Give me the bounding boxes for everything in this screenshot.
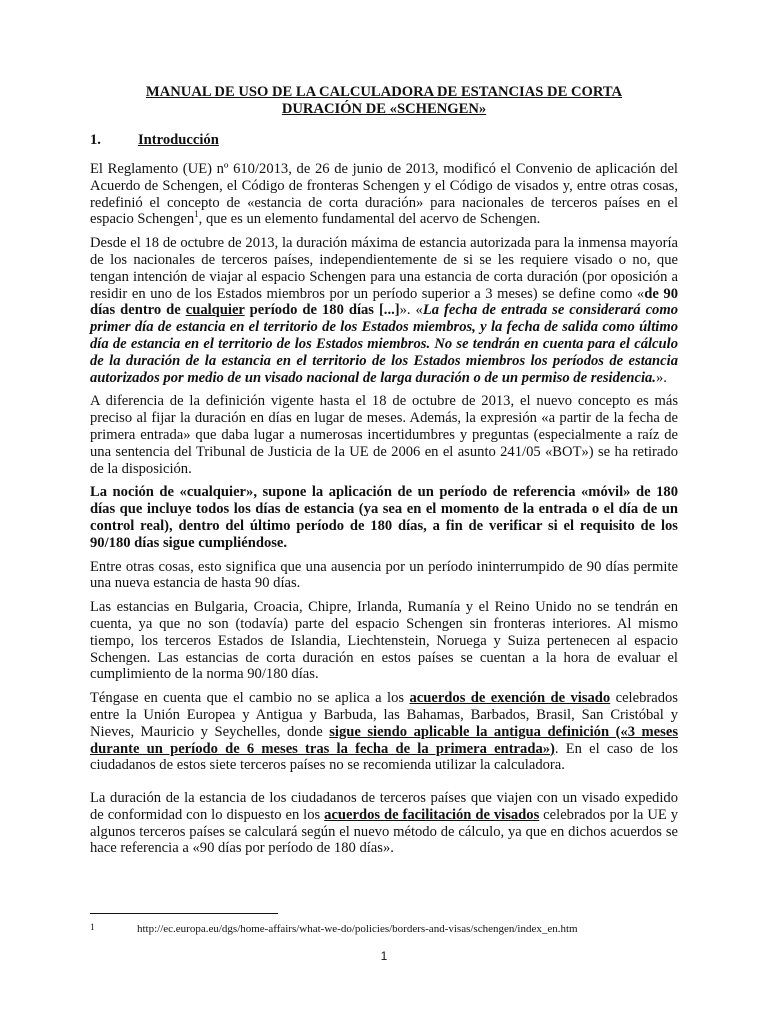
p2-bold-a: de 90 días dentro de xyxy=(90,285,678,319)
p8-a: La duración de la estancia de los ciudadanos de terceros países que viajen con un visado expedido de conformidad con lo dispuesto en los xyxy=(90,790,678,823)
p7-bold-underline-2: sigue siendo aplicable la antigua definición («3 meses durante un período de 6 meses tras la fecha de la primera entrada») xyxy=(90,723,678,757)
p7-bold-underline-1: acuerdos de exención de visado xyxy=(409,690,611,707)
title-line-1: MANUAL DE USO DE LA CALCULADORA DE ESTANCIAS DE CORTA xyxy=(145,84,623,100)
p2-bold-underline: cualquier xyxy=(185,302,245,319)
paragraph-7 xyxy=(90,690,678,774)
paragraph-5: Entre otras cosas, esto significa que una ausencia por un período ininterrumpido de 90 días permite una nueva estancia de hasta 90 días. xyxy=(90,558,678,592)
p2-bold-b: período de 180 días [...] xyxy=(244,302,400,319)
document-title xyxy=(90,84,678,118)
p2-mid: ». « xyxy=(399,302,423,319)
page-number: 1 xyxy=(380,949,388,963)
p2-bold-italic: La fecha de entrada se considerará como primer día de estancia en el territorio de los Estados miembros, y la fecha de salida como último día de estancia en el territorio de los Estados miembros. No se tendrán en cuenta para el cálculo de la duración de la estancia en el territorio de los Estados miembros los períodos de estancia autorizados por medio de un visado nacional de larga duración o de un permiso de residencia. xyxy=(90,302,678,386)
footnote-reference[interactable]: 1 xyxy=(194,209,199,220)
footnote-number: 1 xyxy=(90,922,95,932)
p1-text: El Reglamento (UE) nº 610/2013, de 26 de junio de 2013, modificó el Convenio de aplicación del Acuerdo de Schengen, el Código de fronteras Schengen y el Código de visados y, entre otras cosas, redefinió el concepto de «estancia de corta duración» para nacionales de terceros países en el espacio Schengen xyxy=(90,161,678,228)
footnote-link[interactable]: http://ec.europa.eu/dgs/home-affairs/what-we-do/policies/borders-and-visas/schengen/index_en.htm xyxy=(137,923,578,935)
p7-b: celebrados entre la Unión Europea y Antigua y Barbuda, las Bahamas, Barbados, Brasil, San Cristóbal y Nieves, Mauricio y Seychelles, donde xyxy=(90,690,678,740)
section-heading xyxy=(90,132,678,149)
p8-b: celebrados por la UE y algunos terceros países se calculará según el nuevo método de cálculo, ya que en dichos acuerdos se hace referencia a «90 días por período de 180 días». xyxy=(90,806,678,857)
p2-text: Desde el 18 de octubre de 2013, la duración máxima de estancia autorizada para la inmensa mayoría de los nacionales de terceros países, independientemente de si se les requiere visado o no, que tengan intención de viajar al espacio Schengen para una estancia de corta duración (por oposición a residir en uno de los Estados miembros por un período superior a 3 meses) se define como « xyxy=(90,235,678,302)
title-line-2: DURACIÓN DE «SCHENGEN» xyxy=(281,101,487,117)
paragraph-8 xyxy=(90,790,678,857)
p2-end: ». xyxy=(655,369,667,386)
paragraph-3: A diferencia de la definición vigente hasta el 18 de octubre de 2013, el nuevo concepto es más preciso al fijar la duración en días en lugar de meses. Además, la expresión «a partir de la fecha de primera entrada» que daba lugar a numerosas incertidumbres y preguntas (especialmente a raíz de una sentencia del Tribunal de Justicia de la UE de 2006 en el asunto 241/05 «BOT») se ha retirado de la disposición. xyxy=(90,393,678,477)
document-page xyxy=(90,84,678,864)
p7-c: . En el caso de los ciudadanos de estos siete terceros países no se recomienda utilizar la calculadora. xyxy=(90,740,678,774)
section-number: 1. xyxy=(90,132,101,148)
section-title: Introducción xyxy=(138,132,219,148)
paragraph-2 xyxy=(90,235,678,386)
p7-a: Téngase en cuenta que el cambio no se aplica a los xyxy=(90,690,410,707)
p8-bold-underline: acuerdos de facilitación de visados xyxy=(324,806,540,823)
paragraph-4 xyxy=(90,484,678,551)
p4-bold: La noción de «cualquier», supone la aplicación de un período de referencia «móvil» de 180 días que incluye todos los días de estancia (ya sea en el momento de la entrada o el día de un control real), dentro del último período de 180 días, a fin de verificar si el requisito de los 90/180 días sigue cumpliéndose. xyxy=(90,484,678,551)
footnote-divider xyxy=(90,913,278,914)
paragraph-1 xyxy=(90,161,678,228)
p1-text-after: , que es un elemento fundamental del acervo de Schengen. xyxy=(198,211,541,228)
paragraph-6: Las estancias en Bulgaria, Croacia, Chipre, Irlanda, Rumanía y el Reino Unido no se tendrán en cuenta, ya que no son (todavía) parte del espacio Schengen sin fronteras interiores. Al mismo tiempo, los terceros Estados de Islandia, Liechtenstein, Noruega y Suiza pertenecen al espacio Schengen. Las estancias de corta duración en estos países se cuentan a la hora de evaluar el cumplimiento de la norma 90/180 días. xyxy=(90,599,678,683)
